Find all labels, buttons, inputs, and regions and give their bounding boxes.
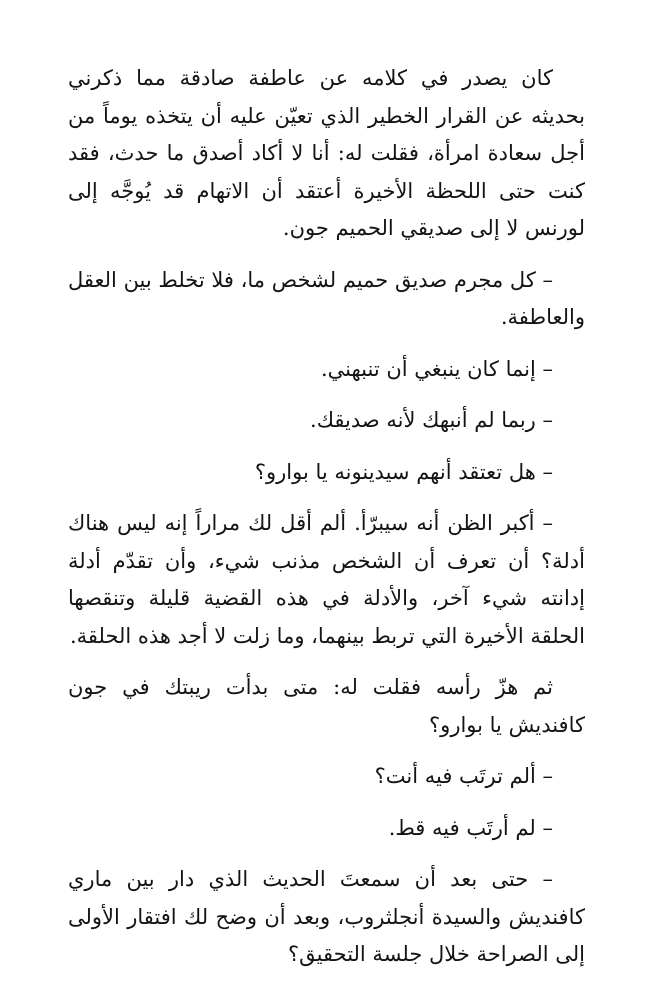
dialogue-line: – ألم ترتَب فيه أنت؟ xyxy=(374,764,553,788)
paragraph: كان يصدر في كلامه عن عاطفة صادقة مما ذكرني بحديثه عن القرار الخطير الذي تعيّن عليه أن يتخذه يوماً من أجل سعادة امرأة، فقلت له: أنا لا أكاد أصدق ما حدث، فقد كنت حتى اللحظة الأخيرة أعتقد أن الاتهام قد يُوجَّه إلى لورنس لا إلى صديقي الحميم جون. xyxy=(68,66,585,240)
dialogue-line: – هل تعتقد أنهم سيدينونه يا بوارو؟ xyxy=(254,459,553,484)
dialogue-line: – لم أرتَب فيه قط. xyxy=(388,815,553,840)
paragraph: ثم هزّ رأسه فقلت له: متى بدأت ريبتك في جون كافنديش يا بوارو؟ xyxy=(68,675,585,737)
dialogue-line: – كل مجرم صديق حميم لشخص ما، فلا تخلط بين العقل والعاطفة. xyxy=(68,267,585,329)
dialogue-line: – ربما لم أنبهك لأنه صديقك. xyxy=(310,408,553,432)
dialogue-line: – إنما كان ينبغي أن تنبهني. xyxy=(320,356,553,381)
dialogue-line: – أكبر الظن أنه سيبرّأ. ألم أقل لك مراراً إنه ليس هناك أدلة؟ أن تعرف أن الشخص مذنب شيء، وأن تقدّم أدلة إدانته شيء آخر، والأدلة في هذه القضية قليلة وتنقصها الحلقة الأخيرة التي تربط بينهما، وما زلت لا أجد هذه الحلقة. xyxy=(68,511,585,648)
dialogue-line: – حتى بعد أن سمعتَ الحديث الذي دار بين ماري كافنديش والسيدة أنجلثروب، وبعد أن وضح لك افتقار الأولى إلى الصراحة خلال جلسة التحقيق؟ xyxy=(68,867,585,966)
